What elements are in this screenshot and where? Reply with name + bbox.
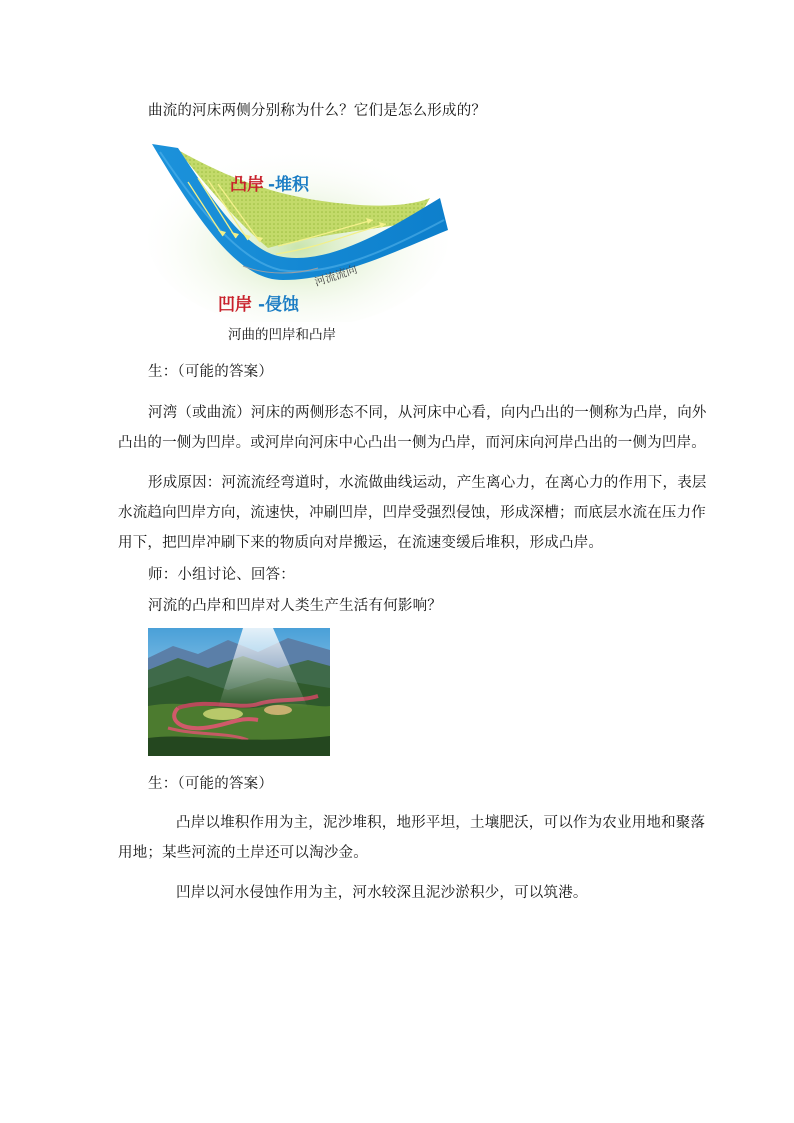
convex-bank-label: 凸岸	[230, 175, 264, 195]
para-2-line-1: 形成原因：河流流经弯道时，水流做曲线运动，产生离心力，在离心力的作用下，表层	[148, 475, 707, 491]
flow-direction-label: 河流流向	[312, 262, 359, 289]
para-3-line-2: 用地；某些河流的土岸还可以淘沙金。	[118, 845, 368, 861]
question-1: 曲流的河床两侧分别称为什么？它们是怎么形成的？	[148, 103, 487, 119]
concave-bank-process: -侵蚀	[258, 295, 300, 315]
concave-bank-label: 凹岸	[218, 295, 252, 315]
answer-2-label: 生：（可能的答案）	[148, 776, 274, 792]
para-3-line-1: 凸岸以堆积作用为主，泥沙堆积，地形平坦，土壤肥沃，可以作为农业用地和聚落	[176, 815, 706, 831]
figure-1-caption: 河曲的凹岸和凸岸	[228, 327, 336, 343]
para-2-line-3: 用下，把凹岸冲刷下来的物质向对岸搬运，在流速变缓后堆积，形成凸岸。	[118, 535, 604, 551]
para-1-line-2: 凸出的一侧为凹岸。或河岸向河床中心凸出一侧为凸岸，而河床向河岸凸出的一侧为凹岸。	[118, 435, 706, 451]
meander-diagram	[148, 138, 448, 322]
para-2-line-2: 水流趋向凹岸方向，流速快，冲刷凹岸，凹岸受强烈侵蚀，形成深槽；而底层水流在压力作	[118, 505, 706, 521]
answer-1-label: 生：（可能的答案）	[148, 364, 274, 380]
para-4: 凹岸以河水侵蚀作用为主，河水较深且泥沙淤积少，可以筑港。	[176, 885, 588, 901]
convex-bank-process: -堆积	[268, 175, 310, 195]
meander-valley-photo	[148, 628, 330, 756]
teacher-line: 师：小组讨论、回答：	[148, 567, 295, 583]
question-2: 河流的凸岸和凹岸对人类生产生活有何影响？	[148, 598, 442, 614]
para-1-line-1: 河湾（或曲流）河床的两侧形态不同，从河床中心看，向内凸出的一侧称为凸岸，向外	[148, 405, 707, 421]
